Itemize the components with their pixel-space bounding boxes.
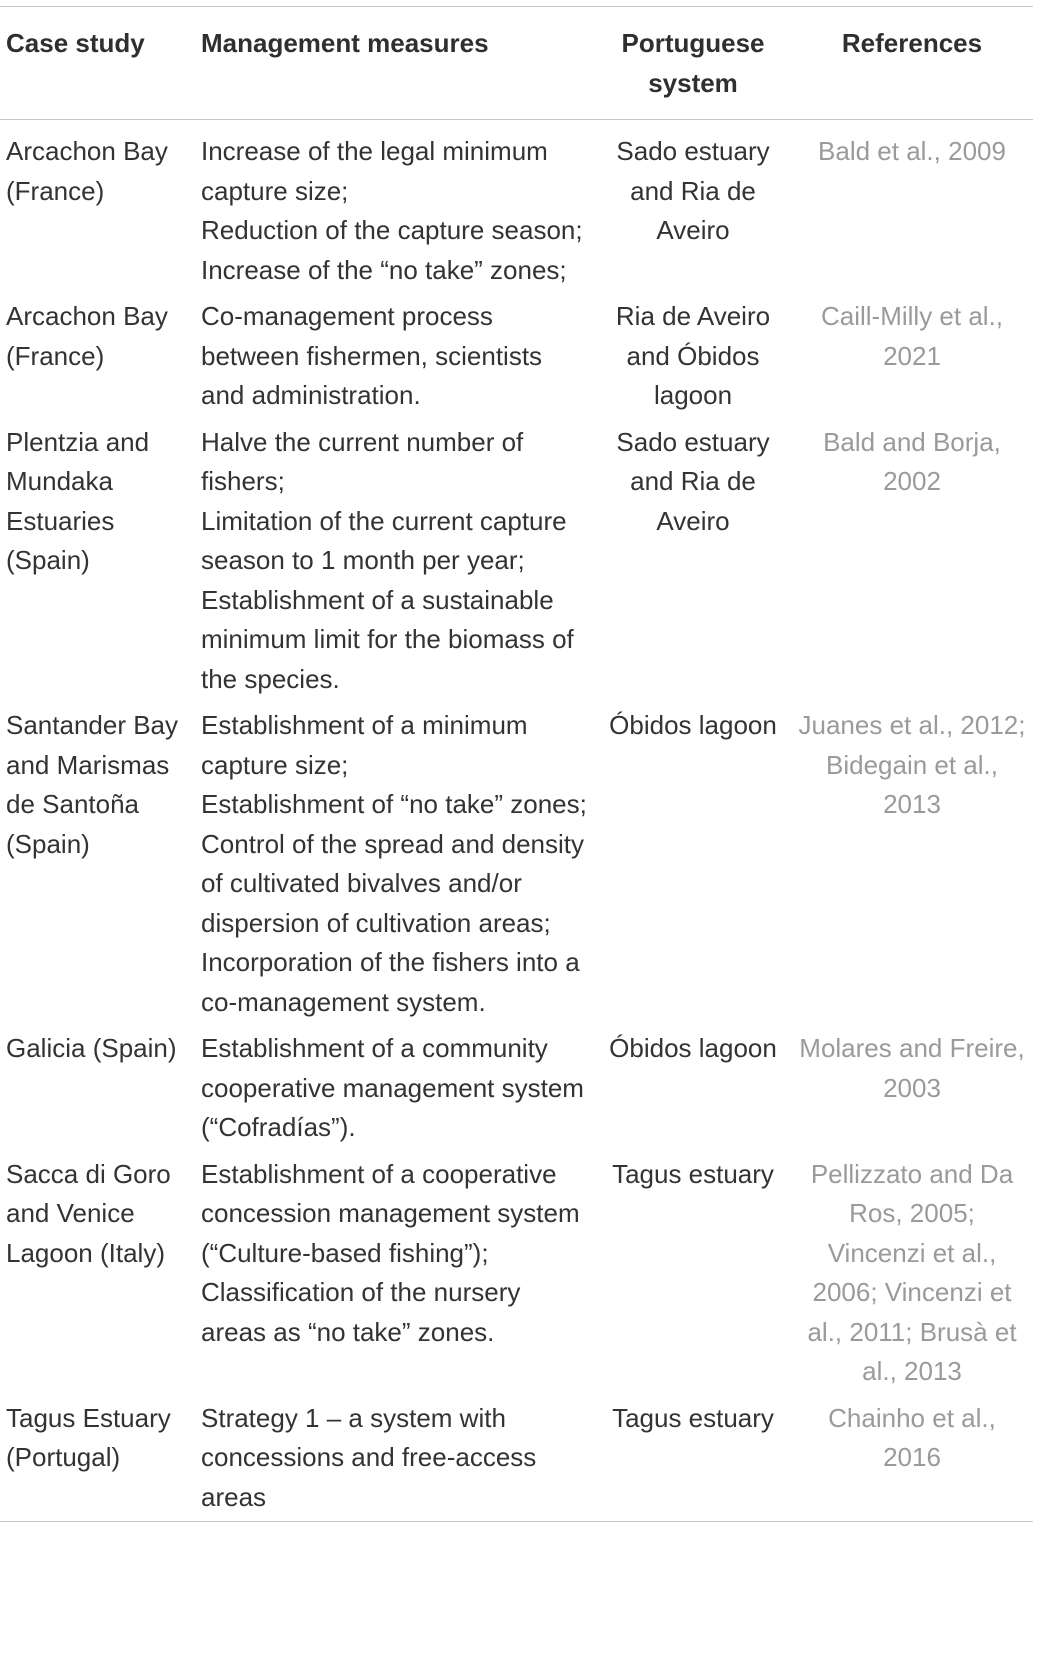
- header-management-measures: Management measures: [201, 28, 489, 58]
- case-study-cell: Arcachon Bay (France): [6, 136, 168, 206]
- header-portuguese-system: Portuguese system: [621, 28, 765, 98]
- measure-item: Increase of the legal minimum capture size;: [201, 136, 548, 206]
- table-row: [0, 294, 1033, 420]
- reference-link[interactable]: Bald et al., 2009: [818, 136, 1006, 166]
- header-references: References: [841, 28, 983, 58]
- portuguese-system-cell: Tagus estuary: [612, 1158, 774, 1189]
- header-case-study: Case study: [6, 28, 145, 58]
- measure-item: Establishment of “no take” zones;: [201, 789, 587, 819]
- portuguese-system-cell: Óbidos lagoon: [609, 1033, 777, 1063]
- measures-cell: [195, 1152, 595, 1396]
- reference-link[interactable]: Bald and Borja, 2002: [823, 426, 1001, 496]
- table-row: [0, 420, 1033, 704]
- reference-link[interactable]: Chainho et al., 2016: [828, 1402, 996, 1472]
- table-row: [0, 1026, 1033, 1152]
- management-table: [0, 6, 1033, 1522]
- measure-item: Limitation of the current capture season to 1 month per year;: [201, 505, 567, 575]
- case-study-cell: Plentzia and Mundaka Estuaries (Spain): [6, 426, 150, 575]
- case-study-cell: Galicia (Spain): [6, 1033, 177, 1063]
- measure-item: Establishment of a sustainable minimum limit for the biomass of the species.: [201, 584, 574, 694]
- measure-item: Reduction of the capture season;: [201, 215, 583, 245]
- table-row: [0, 120, 1033, 295]
- measures-cell: [195, 294, 595, 420]
- table-row: [0, 1396, 1033, 1522]
- reference-link[interactable]: Pellizzato and Da Ros, 2005; Vincenzi et al., 2006; Vincenzi et al., 2011; Brusà et al., 2013: [807, 1158, 1017, 1386]
- measure-item: Halve the current number of fishers;: [201, 426, 524, 496]
- case-study-cell: Sacca di Goro and Venice Lagoon (Italy): [6, 1158, 171, 1268]
- measures-cell: [195, 1026, 595, 1152]
- reference-link[interactable]: Molares and Freire, 2003: [799, 1033, 1025, 1103]
- measure-item: Establishment of a minimum capture size;: [201, 710, 528, 780]
- table-row: [0, 703, 1033, 1026]
- reference-link[interactable]: Juanes et al., 2012; Bidegain et al., 2013: [798, 710, 1026, 819]
- reference-link[interactable]: Caill-Milly et al., 2021: [820, 301, 1004, 371]
- table-row: [0, 1152, 1033, 1396]
- portuguese-system-cell: Sado estuary and Ria de Aveiro: [616, 136, 770, 245]
- measures-cell: [195, 420, 595, 704]
- portuguese-system-cell: Ria de Aveiro and Óbidos lagoon: [615, 301, 771, 410]
- measure-item: Establishment of a community cooperative management system (“Cofradías”).: [201, 1033, 584, 1142]
- measures-cell: [195, 1396, 595, 1522]
- case-study-cell: Santander Bay and Marismas de Santoña (Spain): [6, 710, 179, 859]
- portuguese-system-cell: Óbidos lagoon: [609, 710, 777, 740]
- measures-cell: [195, 703, 595, 1026]
- measure-item: Strategy 1 – a system with concessions and free-access areas: [201, 1402, 537, 1512]
- header-row: [0, 7, 1033, 120]
- case-study-cell: Tagus Estuary (Portugal): [6, 1402, 171, 1472]
- table-body: [0, 120, 1033, 1522]
- measures-cell: [195, 120, 595, 295]
- case-study-cell: Arcachon Bay (France): [6, 301, 168, 371]
- portuguese-system-cell: Tagus estuary: [612, 1402, 774, 1433]
- measure-item: Control of the spread and density of cultivated bivalves and/or dispersion of cultivation areas;: [201, 828, 585, 938]
- portuguese-system-cell: Sado estuary and Ria de Aveiro: [616, 426, 770, 536]
- measure-item: Increase of the “no take” zones;: [201, 254, 567, 285]
- measure-item: Co-management process between fishermen, scientists and administration.: [201, 301, 543, 410]
- measure-item: Establishment of a cooperative concession management system (“Culture-based fishing”);: [201, 1158, 580, 1268]
- measure-item: Classification of the nursery areas as “no take” zones.: [201, 1277, 521, 1347]
- measure-item: Incorporation of the fishers into a co-management system.: [201, 947, 580, 1017]
